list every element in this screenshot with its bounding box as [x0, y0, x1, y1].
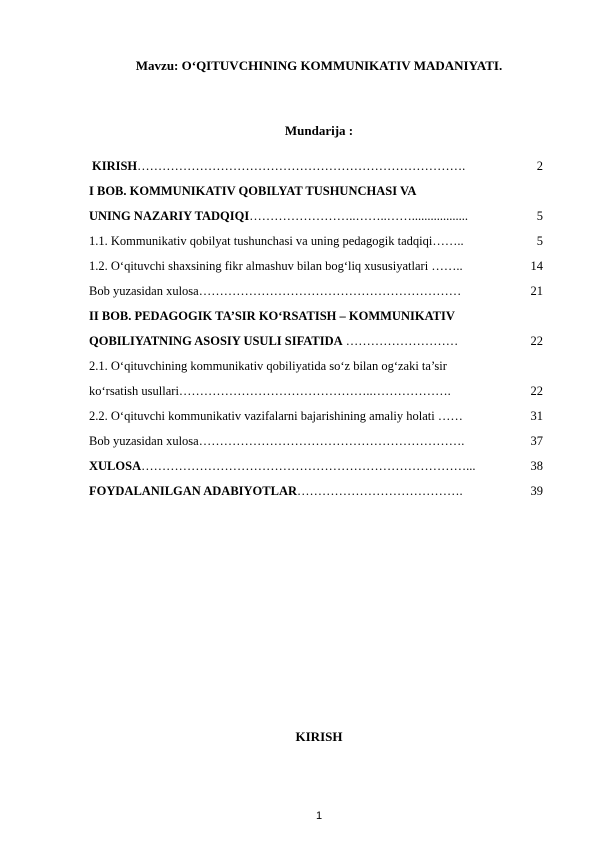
toc-entry-text [89, 379, 511, 404]
toc-entry-text [89, 304, 511, 329]
toc-entry-text [89, 329, 511, 354]
toc-entry [89, 229, 551, 254]
toc-entry-page: 14 [530, 259, 543, 273]
toc-entry-leader: …….. [428, 259, 463, 273]
toc-entry-title: Bob yuzasidan xulosa [89, 434, 199, 448]
section-heading: KIRISH [295, 729, 343, 744]
toc-entry [89, 204, 551, 229]
toc-entry-page: 37 [530, 434, 543, 448]
toc-entry-text [89, 479, 511, 504]
toc-entry-page: 5 [536, 209, 543, 223]
toc-heading: Mundarija : [284, 123, 354, 138]
toc-entry-leader: …….. [432, 234, 464, 248]
toc-entry-text [89, 254, 511, 279]
toc-entry-leader: ……………………………………………………………………... [141, 459, 476, 473]
toc-entry [89, 154, 551, 179]
toc-entry-text [89, 279, 511, 304]
toc-entry [89, 354, 551, 379]
toc-entry-page: 22 [530, 384, 543, 398]
toc-entry-title: ko‘rsatish usullari [89, 384, 179, 398]
toc-entry-page: 22 [530, 334, 543, 348]
toc-entry-text [89, 179, 511, 204]
toc-entry [89, 429, 551, 454]
toc-entry [89, 279, 551, 304]
toc-entry-text [89, 454, 511, 479]
toc-entry-text [89, 404, 511, 429]
toc-entry [89, 404, 551, 429]
toc-entry [89, 454, 551, 479]
toc-entry-title: 2.1. O‘qituvchining kommunikativ qobiliyatida so‘z bilan og‘zaki ta’sir [89, 359, 447, 373]
toc-entry [89, 254, 551, 279]
toc-entry [89, 329, 551, 354]
table-of-contents [89, 154, 551, 504]
toc-entry-page: 31 [530, 409, 543, 423]
toc-entry-leader: …… [434, 409, 463, 423]
toc-entry-title: UNING NAZARIY TADQIQI [89, 209, 250, 223]
toc-entry [89, 479, 551, 504]
toc-entry-page: 5 [536, 234, 543, 248]
toc-entry-title: I BOB. KOMMUNIKATIV QOBILYAT TUSHUNCHASI VA [89, 184, 417, 198]
toc-entry-title: Bob yuzasidan xulosa [89, 284, 199, 298]
toc-entry-title: FOYDALANILGAN ADABIYOTLAR [89, 484, 298, 498]
toc-entry-leader: ………………………………………………………. [198, 434, 465, 448]
toc-entry-leader: ……………………………………………………… [198, 284, 462, 298]
toc-entry-page: 38 [530, 459, 543, 473]
toc-entry-leader: ……………………..……..…….................. [249, 209, 468, 223]
toc-entry-page: 21 [530, 284, 543, 298]
toc-entry-leader: ………………………………………..………………. [178, 384, 451, 398]
toc-entry [89, 304, 551, 329]
toc-entry-leader: ……………………… [342, 334, 459, 348]
toc-entry-page: 2 [536, 159, 543, 173]
toc-entry [89, 379, 551, 404]
toc-entry-title: 1.2. O‘qituvchi shaxsining fikr almashuv bilan bog‘liq xususiyatlari [89, 259, 429, 273]
page-number: 1 [315, 810, 323, 822]
toc-entry-page: 39 [530, 484, 543, 498]
toc-entry-leader: …………………………………. [297, 484, 463, 498]
toc-entry-title: XULOSA [89, 459, 142, 473]
toc-entry-text [89, 429, 511, 454]
toc-entry-leader: ……………………………………………………………………. [137, 159, 466, 173]
toc-entry-title: KIRISH [92, 159, 138, 173]
toc-entry-text [89, 229, 511, 254]
toc-entry-title: 2.2. O‘qituvchi kommunikativ vazifalarni bajarishining amaliy holati [89, 409, 435, 423]
page-title: Mavzu: O‘QITUVCHINING KOMMUNIKATIV MADANIYATI. [135, 58, 503, 73]
toc-entry-title: QOBILIYATNING ASOSIY USULI SIFATIDA [89, 334, 343, 348]
toc-entry [89, 179, 551, 204]
toc-entry-title: 1.1. Kommunikativ qobilyat tushunchasi va uning pedagogik tadqiqi [89, 234, 433, 248]
toc-entry-text [89, 204, 511, 229]
toc-entry-text [89, 354, 511, 379]
toc-entry-text [92, 154, 514, 179]
toc-entry-title: II BOB. PEDAGOGIK TA’SIR KO‘RSATISH – KOMMUNIKATIV [89, 309, 455, 323]
